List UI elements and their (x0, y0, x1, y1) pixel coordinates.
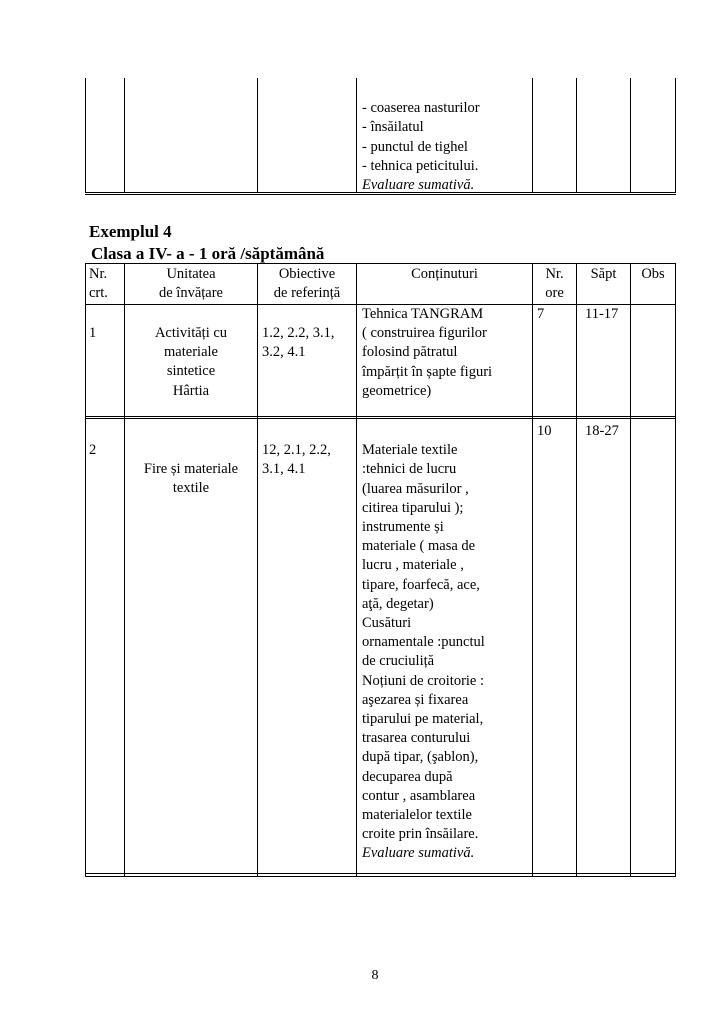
row2-nr: 2 (89, 442, 97, 458)
example-title: Exemplul 4 (89, 222, 172, 241)
top-content-line: - însăilatul (362, 119, 424, 136)
header-objectives: Obiective de referință (273, 266, 341, 302)
header-contents: Conținuturi (411, 266, 478, 282)
row2-unit: Fire și materiale textile (143, 461, 239, 497)
row2-hours: 10 (537, 423, 552, 439)
header-hours: Nr. ore (545, 266, 564, 302)
header-obs: Obs (641, 266, 665, 282)
header-unit: Unitatea de învățare (158, 266, 223, 302)
top-content-line: - coaserea nasturilor (362, 100, 480, 117)
top-content-line: - punctul de tighel (362, 138, 468, 155)
example-subtitle: Clasa a IV- a - 1 oră /săptămână (91, 244, 325, 263)
header-week: Săpt (590, 266, 617, 282)
row2-contents: Materiale textile :tehnici de lucru (luarea măsurilor , citirea tiparului ); instrumente și materiale ( masa de lucru , materiale , tipare, foarfecă, ace, aţă, degetar) Cusături ornamentale :punctul de cruciuliță Noțiuni de croitorie : aşezarea și fixarea tiparului pe material, trasarea conturului după tipar, (şablon), decuparea după contur , asamblarea materialelor textile croite prin însăilare. (362, 442, 485, 843)
row1-objectives: 1.2, 2.2, 3.1, 3.2, 4.1 (262, 325, 335, 361)
top-evaluation: Evaluare sumativă. (362, 177, 475, 194)
row1-nr: 1 (89, 325, 97, 341)
top-content-line: - tehnica peticitului. (362, 157, 479, 174)
row2-contents-block (362, 422, 485, 864)
row1-hours: 7 (537, 306, 545, 322)
row2-week: 18-27 (585, 423, 619, 439)
row2-objectives: 12, 2.1, 2.2, 3.1, 4.1 (262, 442, 331, 478)
row1-unit: Activități cu materiale sintetice Hârtia (154, 325, 228, 399)
header-nr: Nr. crt. (89, 266, 108, 302)
top-content-lines (362, 80, 480, 195)
row2-evaluation: Evaluare sumativă. (362, 845, 475, 862)
page-number: 8 (371, 968, 379, 983)
row1-contents: Tehnica TANGRAM ( construirea figurilor folosind pătratul împărțit în șapte figuri geometrice) (362, 306, 493, 399)
row1-week: 11-17 (585, 306, 619, 322)
